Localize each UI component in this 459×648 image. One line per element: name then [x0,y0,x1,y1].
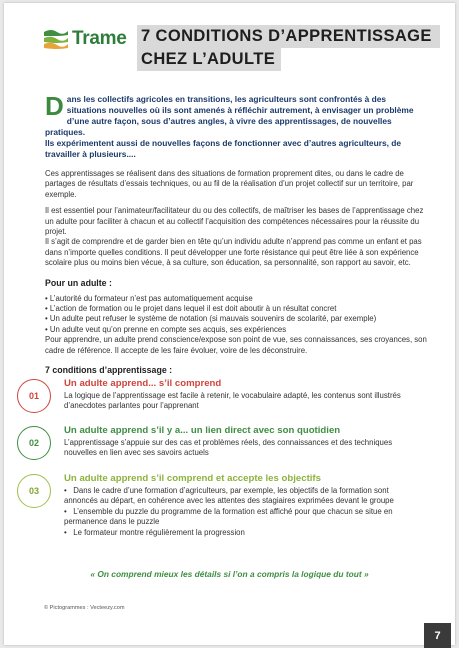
main-content [45,91,427,376]
condition-text: L’apprentissage s’appuie sur des cas et problèmes réels, des connaissances et des techniques nouvelles en lien avec ses savoirs actuels [64,438,393,458]
list-item: • L’autorité du formateur n’est pas automatiquement acquise [45,294,427,304]
page-number: 7 [424,623,451,648]
closing-quote: « On comprend mieux les détails si l’on a compris la logique du tout » [90,569,369,579]
brand-name: Trame [72,28,127,49]
condition-title: Un adulte apprend s’il y a... un lien direct avec son quotidien [64,425,341,436]
adult-heading: Pour un adulte : [45,277,112,288]
condition-number-badge: 02 [17,426,51,460]
list-item: • Le formateur montre régulièrement la progression [64,528,421,538]
condition-bullet-list [64,486,421,538]
title-line-1: 7 CONDITIONS D’APPRENTISSAGE [137,25,440,48]
body-paragraph-3: Il s’agit de comprendre et de garder bien en tête qu’un individu adulte n’apprend pas comme un enfant et pas dans n’importe quelles conditions. Il peut développer une forte résistance qui peut être liée à son expérience scolaire plus ou moins bien vécue, à sa culture, son éducation, sa personnalité, son rapport au savoir, etc. [45,237,422,268]
trame-logo [43,28,126,50]
conditions-heading: 7 conditions d’apprentissage : [45,365,173,376]
page [4,3,455,645]
condition-title: Un adulte apprend... s’il comprend [64,378,222,389]
intro-paragraph-2: Ils expérimentent aussi de nouvelles façons de fonctionner avec d’autres agriculteurs, de travailler à plusieurs.... [45,138,402,159]
trame-logo-icon [43,28,69,50]
list-item: • Dans le cadre d’une formation d’agriculteurs, par exemple, les objectifs de la formation sont annoncés au départ, en cohérence avec les attentes des stagiaires exprimées devant le groupe [64,486,421,507]
condition-title: Un adulte apprend s’il comprend et accepte les objectifs [64,473,321,484]
list-item: • L’action de formation ou le projet dans lequel il est doit aboutir à un résultat concret [45,304,427,314]
body-paragraph-2: Il est essentiel pour l’animateur/facilitateur du ou des collectifs, de maîtriser les bases de l’apprentissage chez un adulte pour faciliter à chacun et au collectif l’acquisition des compétences nécessaires pour la réussite du projet. [45,206,424,237]
adult-bullet-list [45,294,427,336]
list-item: • Un adulte veut qu’on prenne en compte ses acquis, ses expériences [45,325,427,335]
condition-text: La logique de l’apprentissage est facile à retenir, le vocabulaire adapté, les contenus sont illustrés d’anecdotes parlantes pour l’apprenant [64,391,401,411]
title-line-2: CHEZ L’ADULTE [137,48,281,71]
body-paragraph-1: Ces apprentissages se réalisent dans des situations de formation proprement dites, ou dans le cadre de partages de résultats d’essais techniques, ou au fil de la réalisation d’un projet collectif sur un territoire, par exemple. [45,169,414,199]
pictogram-credit: © Pictogrammes : Vecteezy.com [44,605,125,611]
list-item: • L’ensemble du puzzle du programme de la formation est affiché pour que chacun se situe en permanence dans le puzzle [64,507,421,528]
adult-after-paragraph: Pour apprendre, un adulte prend conscience/expose son point de vue, ses connaissances, ses croyances, son cadre de référence. Il accepte de les faire évoluer, voire de les déconstruire. [45,335,427,355]
drop-cap: D [45,91,64,121]
intro [45,91,427,160]
condition-number-badge: 01 [17,379,51,413]
intro-paragraph-1: ans les collectifs agricoles en transitions, les agriculteurs sont confrontés à des situations nouvelles où ils sont amenés à réfléchir autrement, à envisager un problème d’une autre façon, sous d’autres angles, à vivre des apprentissages, de nouvelles pratiques. [45,94,414,137]
list-item: • Un adulte peut refuser le système de notation (si mauvais souvenirs de scolarité, par exemple) [45,314,427,324]
condition-number-badge: 03 [17,474,51,508]
page-title [137,25,440,71]
